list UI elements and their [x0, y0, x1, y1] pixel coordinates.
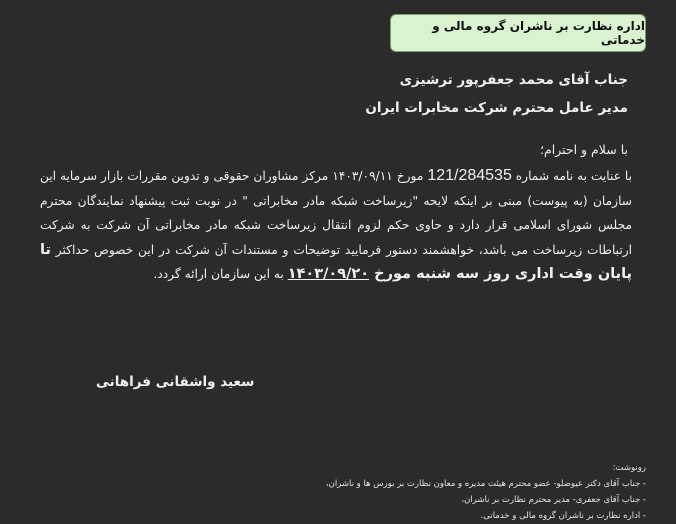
signature-name: سعید واشقانی فراهانی	[96, 374, 255, 390]
cc-item: - جناب آقای جعفری- مدیر محترم نظارت بر ناشران،	[461, 495, 646, 505]
deadline-phrase: تا پایان وقت اداری روز سه شنبه مورخ	[40, 241, 632, 282]
body-part-2: مورخ ۱۴۰۳/۰۹/۱۱ مرکز مشاوران حقوقی و تدوین مقررات بازار سرمایه این سازمان (به پیوست) مبنی بر اینکه لایحه "زیرساخت شبکه مادر مخابراتی " در نوبت ثبت پیشنهاد نمایندگان محترم مجلس شورای اسلامی قرار دارد و حاوی حکم لزوم انتقال زیرساخت شبکه مادر مخابراتی آن شرکت به شرکت ارتباطات زیرساخت می باشد، خواهشمند دستور فرمایید توضیحات و مستندات آن شرکت در این خصوص حداکثر	[40, 169, 633, 257]
recipient-title: مدیر عامل محترم شرکت مخابرات ایران	[365, 100, 628, 116]
body-part-3: به این سازمان ارائه گردد.	[153, 267, 284, 281]
cc-list	[246, 476, 646, 524]
letter-body	[40, 164, 632, 287]
recipient-name: جناب آقای محمد جعفرپور ترشیزی	[399, 72, 628, 88]
letter-number: 121/284535	[427, 167, 512, 184]
cc-block	[246, 460, 646, 524]
cc-item: - اداره نظارت بر ناشران گروه مالی و خدماتی.	[480, 511, 646, 521]
deadline-date: ۱۴۰۳/۰۹/۲۰	[287, 266, 370, 282]
body-part-1: با عنایت به نامه شماره	[515, 169, 633, 183]
cc-heading: رونوشت:	[612, 463, 646, 473]
department-label: اداره نظارت بر ناشران گروه مالی و خدماتی	[390, 14, 646, 52]
greeting: با سلام و احترام؛	[540, 142, 628, 157]
cc-item: - جناب آقای دکتر عیوضلو- عضو محترم هیئت مدیره و معاون نظارت بر بورس ها و ناشران،	[325, 479, 646, 489]
recipient-block	[208, 66, 628, 122]
